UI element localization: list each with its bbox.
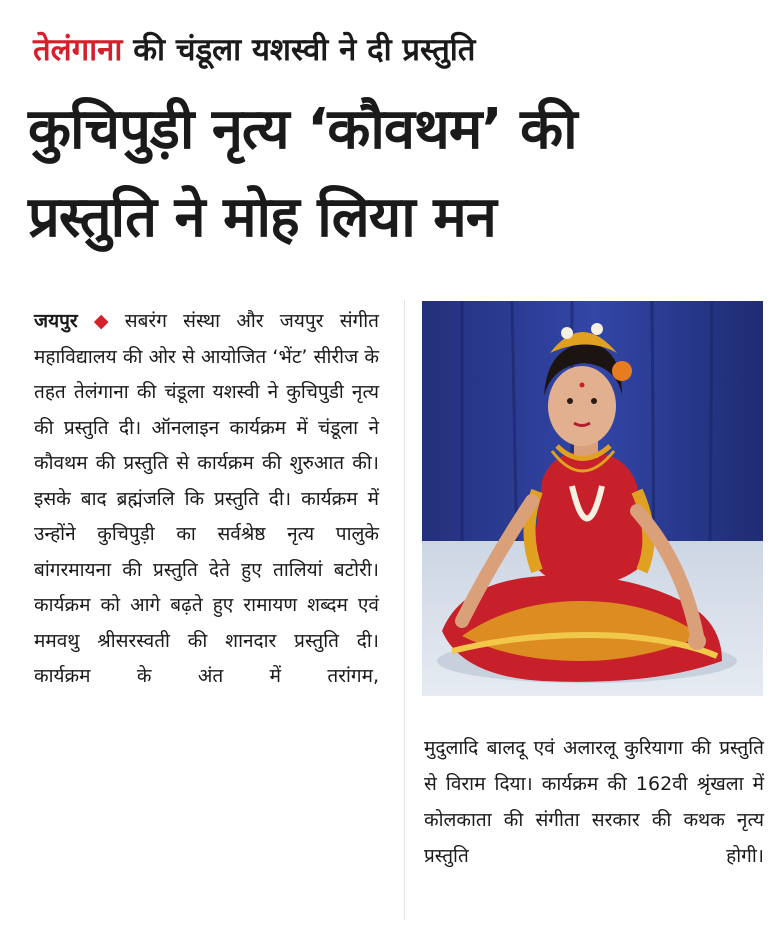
headline-line-1: कुचिपुड़ी नृत्य ‘कौवथम’ की [28, 97, 577, 162]
dateline-diamond-icon: ◆ [83, 310, 119, 332]
column-divider [404, 300, 405, 920]
headline-line-2: प्रस्तुति ने मोह लिया मन [28, 185, 496, 250]
dateline: जयपुर [34, 310, 78, 332]
article-column-left [34, 304, 379, 695]
kicker [33, 28, 475, 72]
article-column-right [424, 730, 764, 874]
kicker-rest: की चंडूला यशस्वी ने दी प्रस्तुति [133, 32, 476, 68]
dancer-illustration [422, 301, 763, 696]
article-paragraph-left [34, 304, 379, 695]
dancer-photo [422, 301, 763, 696]
article-body-left: सबरंग संस्था और जयपुर संगीत महाविद्यालय की ओर से आयोजित ‘भेंट’ सीरीज के तहत तेलंगाना की चंडूला यशस्वी ने कुचिपुडी नृत्य की प्रस्तुति दी। ऑनलाइन कार्यक्रम में चंडूला ने कौवथम की प्रस्तुति से कार्यक्रम की शुरुआत की। इसके बाद ब्रह्मंजलि कि प्रस्तुति दी। कार्यक्रम में उन्होंने कुचिपुड़ी का सर्वश्रेष्ठ नृत्य पालुके बांगरमायना की प्रस्तुति देते हुए तालियां बटोरी। कार्यक्रम को आगे बढ़ते हुए रामायण शब्दम एवं ममवथु श्रीसरस्वती की शानदार प्रस्तुति दी। कार्यक्रम के अंत में तरांगम, [34, 310, 379, 687]
kicker-highlight: तेलंगाना [33, 32, 123, 68]
article-body-right: मुदुलादि बालदू एवं अलारलू कुरियागा की प्रस्तुति से विराम दिया। कार्यक्रम की 162वी श्रृंखला में कोलकाता की संगीता सरकार की कथक नृत्य प्रस्तुति होगी। [424, 737, 764, 867]
dancer-face [548, 366, 616, 446]
headline [28, 86, 768, 262]
